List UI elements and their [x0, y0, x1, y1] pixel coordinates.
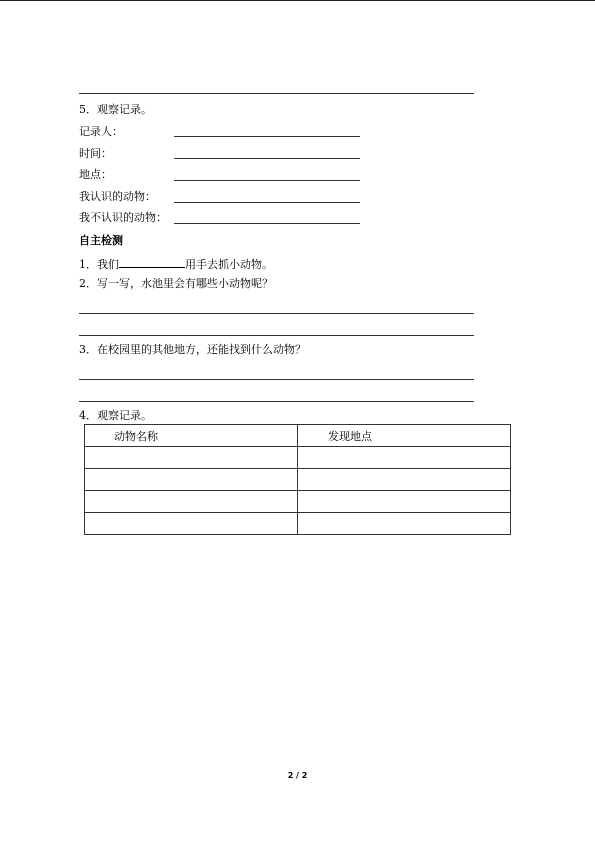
field-line-unknown-animals[interactable]: [174, 223, 360, 224]
question-2: 2．写一写，水池里会有哪些小动物呢？: [79, 277, 273, 290]
table-cell[interactable]: [298, 491, 511, 513]
question-4: 4．观察记录。: [79, 409, 152, 422]
table-header-row: [85, 425, 511, 447]
section5-title: 5．观察记录。: [79, 103, 152, 116]
field-line-known-animals[interactable]: [174, 202, 360, 203]
page-number: 2 / 2: [287, 771, 308, 780]
table-cell[interactable]: [85, 513, 298, 535]
table-cell[interactable]: [298, 447, 511, 469]
field-label-known-animals: 我认识的动物：: [79, 190, 156, 203]
field-label-unknown-animals: 我不认识的动物：: [79, 211, 167, 224]
field-label-place: 地点：: [79, 168, 112, 181]
question-1-before: 1．我们: [79, 258, 119, 271]
answer-line-q3-1[interactable]: [79, 379, 474, 380]
column-header-found-location: 发现地点: [298, 425, 511, 447]
column-header-animal-name: 动物名称: [85, 425, 298, 447]
field-label-time: 时间：: [79, 147, 112, 160]
table-row: [85, 491, 511, 513]
table-row: [85, 447, 511, 469]
answer-line-q2-1[interactable]: [79, 313, 474, 314]
field-line-recorder[interactable]: [174, 136, 360, 137]
table-row: [85, 469, 511, 491]
field-label-recorder: 记录人：: [79, 125, 123, 138]
question-1-blank[interactable]: [119, 256, 185, 268]
page-top-border: [0, 0, 595, 1]
field-line-time[interactable]: [174, 158, 360, 159]
self-test-heading: 自主检测: [79, 234, 123, 247]
table-cell[interactable]: [298, 513, 511, 535]
table-cell[interactable]: [85, 469, 298, 491]
field-line-place[interactable]: [174, 180, 360, 181]
question-3: 3．在校园里的其他地方，还能找到什么动物？: [79, 343, 306, 356]
answer-line: [79, 93, 474, 94]
answer-line-q2-2[interactable]: [79, 335, 474, 336]
table-cell[interactable]: [85, 491, 298, 513]
table-cell[interactable]: [85, 447, 298, 469]
answer-line-q3-2[interactable]: [79, 401, 474, 402]
question-1-after: 用手去抓小动物。: [185, 258, 273, 271]
question-1: [79, 256, 273, 272]
table-cell[interactable]: [298, 469, 511, 491]
observation-table: [84, 424, 511, 535]
table-row: [85, 513, 511, 535]
